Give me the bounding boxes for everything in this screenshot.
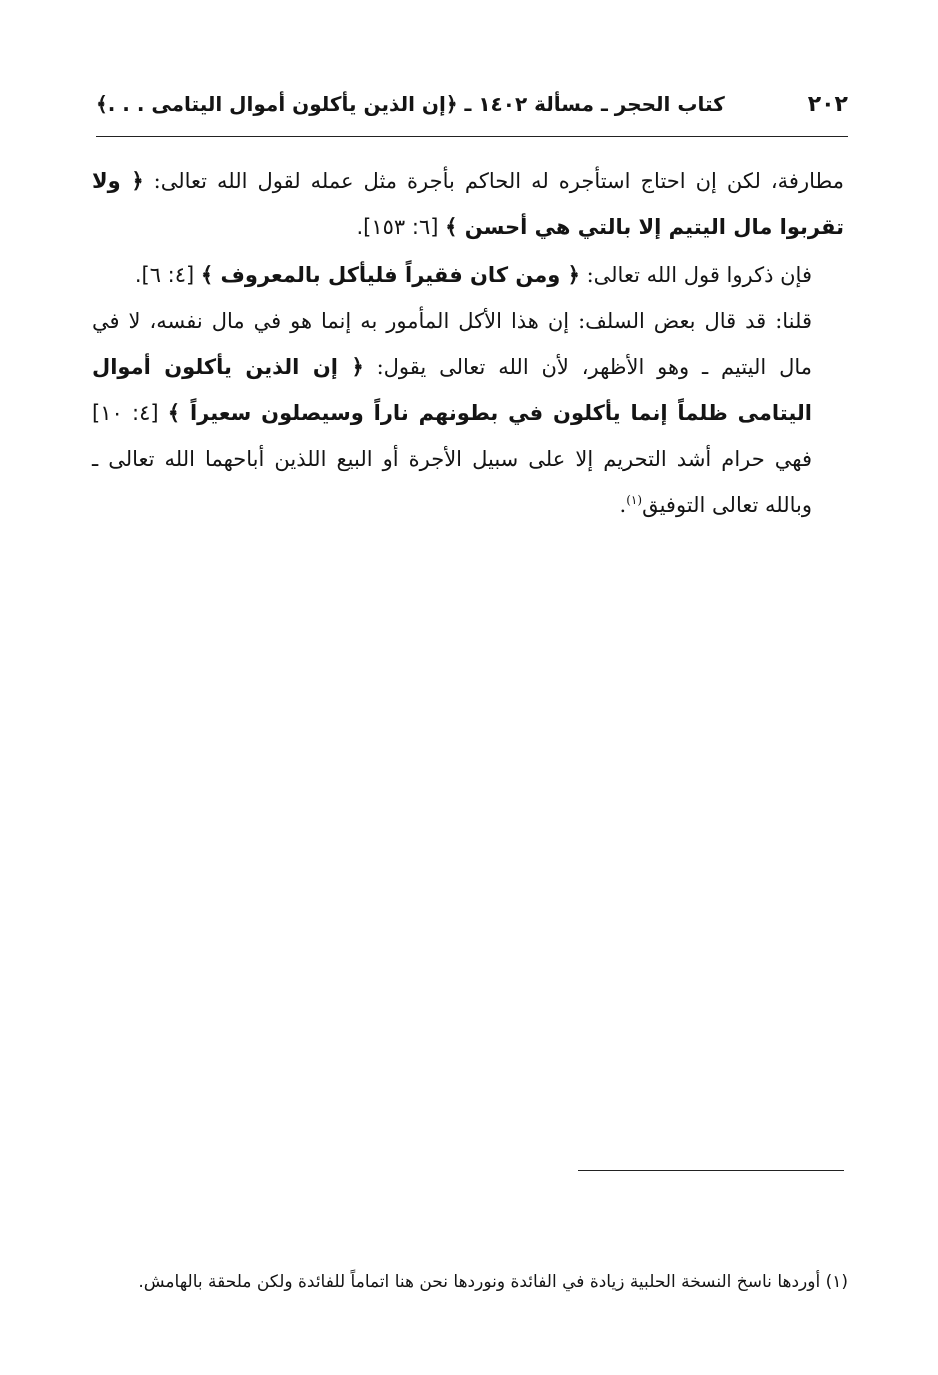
page-number: ٢٠٢ — [807, 91, 848, 117]
quran-quote-1: ﴿ ولا تقربوا مال اليتيم إلا بالتي هي أحسن ﴾ — [92, 169, 844, 239]
page-header — [96, 84, 848, 124]
paragraph-2 — [92, 252, 844, 298]
paragraph-3 — [92, 298, 844, 528]
verse-reference-1: [٦: ١٥٣]. — [356, 215, 446, 239]
quran-quote-2: ﴿ ومن كان فقيراً فليأكل بالمعروف ﴾ — [200, 263, 580, 287]
running-head: كتاب الحجر ـ مسألة ١٤٠٢ ـ ﴿إن الذين يأكلون أموال اليتامى . . .﴾ — [96, 92, 725, 116]
footnote-1: (١) أوردها ناسخ النسخة الحلبية زيادة في الفائدة ونوردها نحن هنا اتماماً للفائدة ولكن ملحقة بالهامش. — [138, 1272, 848, 1292]
paragraph-3-end: . — [619, 493, 627, 517]
paragraph-3-text: قلنا: قد قال بعض السلف: إن هذا الأكل المأمور به إنما هو في مال نفسه، لا في مال اليتيم ـ وهو الأظهر، لأن الله تعالى يقول: — [92, 309, 812, 379]
paragraph-3-continuation: فهي حرام أشد التحريم إلا على سبيل الأجرة أو البيع اللذين أباحهما الله تعالى ـ وبالله تعالى التوفيق — [92, 447, 812, 517]
footnote-divider — [578, 1170, 844, 1171]
header-divider — [96, 136, 848, 137]
verse-reference-2: [٤: ٦]. — [134, 263, 201, 287]
quran-quote-3: ﴿ إن الذين يأكلون أموال اليتامى ظلماً إنما يأكلون في بطونهم ناراً وسيصلون سعيراً ﴾ — [92, 355, 812, 425]
paragraph-1 — [92, 158, 844, 250]
verse-reference-3: [٤: ١٠] — [92, 401, 168, 425]
footnote-marker[interactable]: (١) — [626, 493, 643, 507]
paragraph-2-text: فإن ذكروا قول الله تعالى: — [579, 263, 812, 287]
main-text — [92, 158, 844, 528]
paragraph-1-text: مطارفة، لكن إن احتاج استأجره له الحاكم بأجرة مثل عمله لقول الله تعالى: — [143, 169, 844, 193]
